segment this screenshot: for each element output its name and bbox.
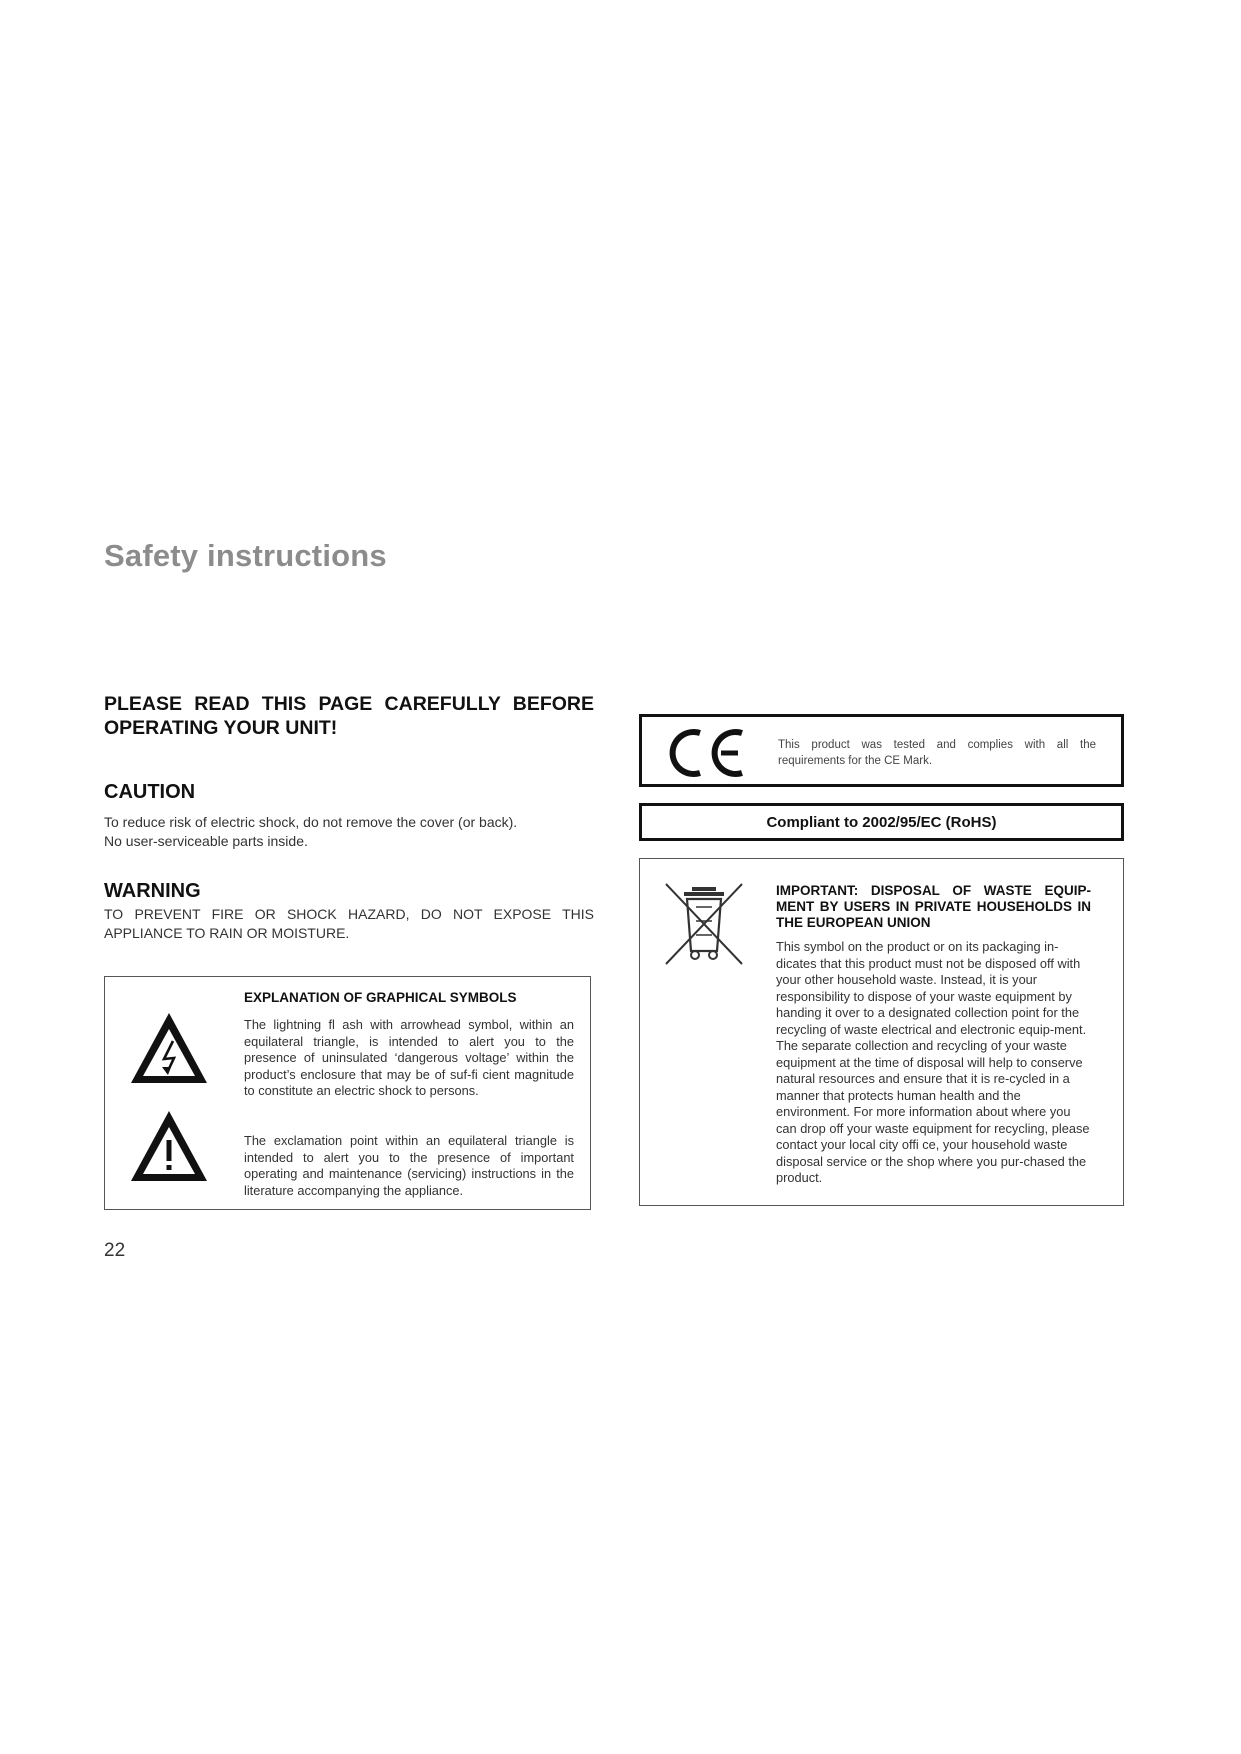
caution-heading: CAUTION bbox=[104, 781, 196, 803]
caution-text-line1: To reduce risk of electric shock, do not remove the cover (or back). bbox=[104, 814, 518, 830]
ce-mark-box bbox=[639, 714, 1124, 787]
warning-heading: WARNING bbox=[104, 880, 201, 902]
exclamation-symbol-explanation: The exclamation point within an equilateral triangle is intended to alert you to the presence of important operating and maintenance (servicing) instructions in the literature accompanying the appliance. bbox=[244, 1133, 574, 1198]
crossed-out-wheelie-bin-icon bbox=[662, 881, 746, 967]
weee-disposal-box bbox=[639, 858, 1124, 1206]
caution-text bbox=[104, 813, 594, 851]
read-carefully-notice: PLEASE READ THIS PAGE CAREFULLY BEFORE OPERATING YOUR UNIT! bbox=[104, 693, 594, 739]
rohs-box bbox=[639, 803, 1124, 841]
weee-disposal-text: This symbol on the product or on its packaging in-dicates that this product must not be disposed off with your other household waste. Instead, it is your responsibility to dispose of your waste equipment by handing it over to a designated collection point for the recycling of waste electrical and electronic equip-ment. The separate collection and recycling of your waste equipment at the time of disposal will help to conserve natural resources and ensure that it is re-cycled in a manner that protects human health and the environment. For more information about where you can drop off your waste equipment for recycling, please contact your local city offi ce, your household waste disposal service or the shop where you pur-chased the product. bbox=[776, 939, 1090, 1185]
lightning-symbol-explanation: The lightning fl ash with arrowhead symbol, within an equilateral triangle, is intended to alert you to the presence of uninsulated ‘dangerous voltage’ within the product’s enclosure that may be of suf-fi cient magnitude to constitute an electric shock to persons. bbox=[244, 1017, 574, 1099]
caution-text-line2: No user-serviceable parts inside. bbox=[104, 833, 308, 849]
symbols-title: EXPLANATION OF GRAPHICAL SYMBOLS bbox=[244, 990, 517, 1005]
exclamation-warning-icon bbox=[127, 1107, 211, 1185]
rohs-compliance-text: Compliant to 2002/95/EC (RoHS) bbox=[766, 814, 997, 831]
lightning-warning-icon bbox=[127, 1009, 211, 1087]
warning-text: TO PREVENT FIRE OR SHOCK HAZARD, DO NOT EXPOSE THIS APPLIANCE TO RAIN OR MOISTURE. bbox=[104, 906, 594, 941]
ce-compliance-text: This product was tested and complies with all the requirements for the CE Mark. bbox=[778, 739, 1096, 767]
ce-mark-icon bbox=[666, 725, 748, 781]
page-title: Safety instructions bbox=[104, 538, 387, 573]
page-number: 22 bbox=[104, 1240, 126, 1261]
weee-title: IMPORTANT: DISPOSAL OF WASTE EQUIP-MENT BY USERS IN PRIVATE HOUSEHOLDS IN THE EUROPEAN UNION bbox=[776, 883, 1091, 930]
graphical-symbols-box bbox=[104, 976, 591, 1210]
